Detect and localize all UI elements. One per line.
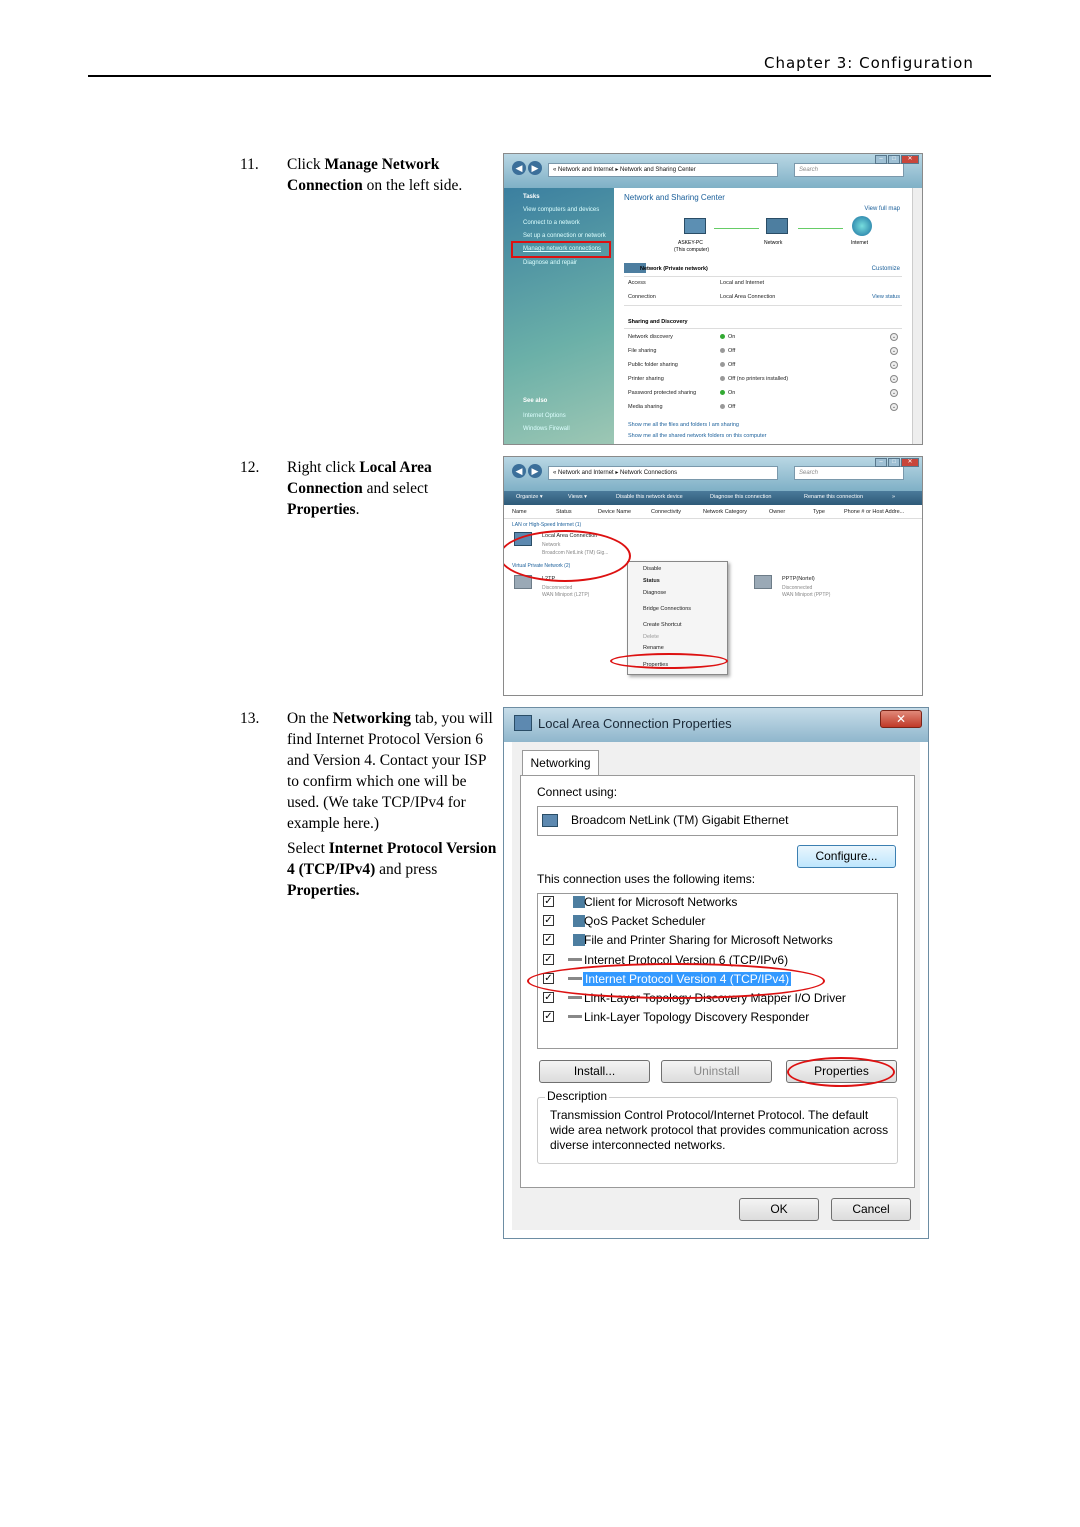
connect-using-label: Connect using:: [537, 785, 618, 799]
back-icon[interactable]: ◀: [512, 464, 526, 478]
scrollbar[interactable]: [912, 188, 922, 444]
close-icon[interactable]: ✕: [880, 710, 922, 728]
access-label: Access: [628, 280, 646, 286]
step-bold: Internet Protocol Version 4 (TCP/IPv4): [287, 840, 497, 878]
step-bold: Manage Network Connection: [287, 156, 440, 194]
computer-icon: [684, 218, 706, 234]
toolbar-item[interactable]: »: [892, 494, 896, 500]
step-bold: Properties: [287, 501, 356, 518]
tab-networking[interactable]: Networking: [522, 750, 599, 775]
connection-label: Connection: [628, 294, 656, 300]
step-13: [240, 708, 498, 905]
node-label: Internet: [851, 240, 868, 246]
sharing-state: Off: [720, 348, 735, 354]
group-header: Virtual Private Network (2): [512, 563, 571, 569]
node-label: ASKEY-PC: [678, 240, 703, 246]
network-icon: [514, 715, 532, 731]
toolbar-item[interactable]: Rename this connection: [804, 494, 864, 500]
connection-status: Network: [542, 542, 561, 548]
description-label: Description: [547, 1089, 608, 1103]
access-value: Local and Internet: [720, 280, 765, 286]
menu-item[interactable]: Disable: [643, 566, 662, 572]
step-number: 11.: [240, 156, 259, 173]
adapter-name: Broadcom NetLink (TM) Gigabit Ethernet: [571, 813, 789, 827]
vpn-icon[interactable]: [754, 575, 772, 589]
adapter-box: [537, 806, 898, 836]
step-text: Right click: [287, 459, 360, 476]
node-label: (This computer): [674, 247, 710, 253]
cancel-button[interactable]: Cancel: [831, 1198, 911, 1221]
task-link[interactable]: Connect to a network: [523, 220, 580, 226]
list-item-selected[interactable]: Internet Protocol Version 4 (TCP/IPv4): [585, 972, 790, 986]
screenshot-network-sharing-center: [503, 153, 923, 445]
list-item[interactable]: File and Printer Sharing for Microsoft Networks: [584, 933, 833, 947]
toolbar-item[interactable]: Diagnose this connection: [710, 494, 772, 500]
sharing-state: Off: [720, 404, 735, 410]
sharing-name: Public folder sharing: [628, 362, 678, 368]
search-input[interactable]: Search: [794, 163, 904, 177]
step-text: Click: [287, 156, 325, 173]
connection-device: Broadcom NetLink (TM) Gig...: [542, 550, 609, 556]
connection-name[interactable]: Local Area Connection: [542, 533, 598, 539]
header-rule: [88, 75, 991, 77]
checkbox[interactable]: ✓: [544, 992, 553, 1003]
view-status-link[interactable]: View status: [871, 294, 900, 300]
network-label: Network (Private network): [640, 266, 708, 272]
ok-button[interactable]: OK: [739, 1198, 819, 1221]
address-bar[interactable]: « Network and Internet ▸ Network Connections: [548, 466, 778, 480]
menu-item[interactable]: Rename: [643, 645, 664, 651]
step-11: [240, 154, 498, 196]
protocol-icon: [568, 958, 582, 961]
highlight-rectangle: [511, 241, 611, 258]
chapter-header: Chapter 3: Configuration: [764, 54, 974, 72]
maximize-icon[interactable]: □: [888, 458, 900, 467]
properties-button[interactable]: Properties: [786, 1060, 897, 1083]
checkbox[interactable]: ✓: [544, 973, 553, 984]
sharing-name: Printer sharing: [628, 376, 664, 382]
menu-item[interactable]: Diagnose: [643, 590, 667, 596]
see-also-link[interactable]: Internet Options: [523, 413, 566, 419]
adapter-icon: [542, 814, 558, 827]
customize-link[interactable]: Customize: [871, 266, 900, 272]
forward-icon[interactable]: ▶: [528, 464, 542, 478]
step-text: tab, you will find Internet Protocol Version 6 and Version 4. Contact your ISP to confirm which one will be used. (We take TCP/IPv4 for example here.): [287, 710, 493, 832]
chevron-down-icon[interactable]: ⌄: [891, 376, 897, 382]
sharing-state: On: [720, 390, 735, 396]
task-link-manage-network-connections[interactable]: Manage network connections: [523, 246, 602, 252]
view-full-map-link[interactable]: View full map: [864, 206, 900, 212]
toolbar-item[interactable]: Views ▾: [568, 494, 587, 500]
checkbox[interactable]: ✓: [544, 896, 553, 907]
sharing-state: Off: [720, 362, 735, 368]
window-controls: [875, 458, 919, 467]
sharing-link[interactable]: Show me all the files and folders I am sharing: [628, 422, 739, 428]
forward-icon[interactable]: ▶: [528, 161, 542, 175]
menu-item-properties[interactable]: Properties: [643, 662, 669, 668]
list-item[interactable]: QoS Packet Scheduler: [584, 914, 706, 928]
sharing-name: File sharing: [628, 348, 657, 354]
step-12: [240, 457, 498, 520]
task-pane: [504, 188, 614, 444]
uninstall-button[interactable]: Uninstall: [661, 1060, 772, 1083]
checkbox[interactable]: ✓: [544, 934, 553, 945]
checkbox[interactable]: ✓: [544, 954, 553, 965]
sharing-state: On: [720, 334, 735, 340]
step-text: Select: [287, 840, 329, 857]
sharing-state: Off (no printers installed): [720, 376, 788, 382]
connection-name[interactable]: L2TP: [542, 576, 556, 582]
highlight-ellipse: [527, 963, 825, 999]
tasks-heading: Tasks: [523, 194, 540, 200]
menu-item[interactable]: Create Shortcut: [643, 622, 682, 628]
node-label: Network: [764, 240, 783, 246]
connection-name[interactable]: PPTP(Nortel): [782, 576, 815, 582]
connection-status: Disconnected: [782, 585, 813, 591]
connection-value: Local Area Connection: [720, 294, 776, 300]
back-icon[interactable]: ◀: [512, 161, 526, 175]
highlight-ellipse: [610, 653, 728, 669]
step-number: 13.: [240, 710, 260, 727]
connector-line: [798, 228, 843, 229]
column-header[interactable]: Device Name: [598, 509, 632, 515]
menu-item[interactable]: Status: [643, 578, 660, 584]
command-toolbar: [504, 491, 922, 505]
column-header[interactable]: Name: [512, 509, 527, 515]
list-item[interactable]: Client for Microsoft Networks: [584, 895, 738, 909]
configure-button[interactable]: Configure...: [797, 845, 896, 868]
screenshot-lan-properties-dialog: [503, 707, 929, 1239]
close-icon[interactable]: ✕: [901, 458, 919, 467]
column-headers: [504, 505, 922, 519]
list-item[interactable]: Internet Protocol Version 6 (TCP/IPv6): [584, 953, 789, 967]
menu-item[interactable]: Delete: [643, 634, 659, 640]
address-bar[interactable]: « Network and Internet ▸ Network and Sharing Center: [548, 163, 778, 177]
chevron-down-icon[interactable]: ⌄: [891, 348, 897, 354]
sharing-name: Password protected sharing: [628, 390, 697, 396]
screenshot-network-connections: [503, 456, 923, 696]
group-header: LAN or High-Speed Internet (1): [512, 522, 582, 528]
page-title: Network and Sharing Center: [624, 193, 725, 202]
maximize-icon[interactable]: □: [888, 155, 900, 164]
minimize-icon[interactable]: –: [875, 458, 887, 467]
column-header[interactable]: Phone # or Host Addre...: [844, 509, 905, 515]
protocol-icon: [568, 996, 582, 999]
toolbar-item[interactable]: Disable this network device: [616, 494, 683, 500]
step-bold: Local Area Connection: [287, 459, 432, 497]
minimize-icon[interactable]: –: [875, 155, 887, 164]
toolbar-item[interactable]: Organize ▾: [516, 494, 543, 500]
chevron-down-icon[interactable]: ⌄: [891, 362, 897, 368]
task-link[interactable]: Set up a connection or network: [523, 233, 606, 239]
protocol-icon: [568, 1015, 582, 1018]
step-bold: Properties.: [287, 882, 360, 899]
see-also-link[interactable]: Windows Firewall: [523, 426, 570, 432]
sharing-heading: Sharing and Discovery: [628, 319, 688, 325]
step-text: and press: [375, 861, 438, 878]
globe-icon: [852, 216, 872, 236]
task-link[interactable]: Diagnose and repair: [523, 260, 578, 266]
sharing-name: Media sharing: [628, 404, 663, 410]
chevron-down-icon[interactable]: ⌄: [891, 390, 897, 396]
checkbox[interactable]: ✓: [544, 915, 553, 926]
connector-line: [714, 228, 759, 229]
list-item[interactable]: Link-Layer Topology Discovery Responder: [584, 1010, 810, 1024]
install-button[interactable]: Install...: [539, 1060, 650, 1083]
step-number: 12.: [240, 459, 260, 476]
sharing-table: [624, 328, 902, 416]
step-text: on the left side.: [362, 177, 463, 194]
column-header[interactable]: Status: [556, 509, 572, 515]
task-link[interactable]: View computers and devices: [523, 207, 600, 213]
sharing-link[interactable]: Show me all the shared network folders on this computer: [628, 433, 767, 439]
checkbox[interactable]: ✓: [544, 1011, 553, 1022]
step-text: On the: [287, 710, 333, 727]
step-bold: Networking: [332, 710, 411, 727]
column-header[interactable]: Type: [813, 509, 825, 515]
chevron-down-icon[interactable]: ⌄: [891, 404, 897, 410]
connection-device: WAN Miniport (PPTP): [782, 592, 831, 598]
step-text: and select: [362, 480, 429, 497]
connection-device: WAN Miniport (L2TP): [542, 592, 590, 598]
sharing-name: Network discovery: [628, 334, 673, 340]
column-header[interactable]: Connectivity: [651, 509, 681, 515]
window-controls: [875, 155, 919, 164]
description-text: Transmission Control Protocol/Internet Protocol. The default wide area network protocol that provides communication across diverse interconnected networks.: [550, 1108, 889, 1152]
menu-item[interactable]: Bridge Connections: [643, 606, 692, 612]
list-item[interactable]: Link-Layer Topology Discovery Mapper I/O Driver: [584, 991, 846, 1005]
chevron-down-icon[interactable]: ⌄: [891, 334, 897, 340]
search-input[interactable]: Search: [794, 466, 904, 480]
content-pane: [614, 188, 912, 444]
see-also-heading: See also: [523, 398, 548, 404]
column-header[interactable]: Network Category: [703, 509, 748, 515]
column-header[interactable]: Owner: [769, 509, 786, 515]
close-icon[interactable]: ✕: [901, 155, 919, 164]
highlight-ellipse: [503, 530, 631, 582]
dialog-title: Local Area Connection Properties: [538, 716, 732, 731]
step-text: .: [355, 501, 360, 518]
connection-status: Disconnected: [542, 585, 573, 591]
items-label: This connection uses the following items:: [537, 872, 756, 886]
highlight-ellipse: [787, 1057, 895, 1087]
network-icon: [766, 218, 788, 234]
